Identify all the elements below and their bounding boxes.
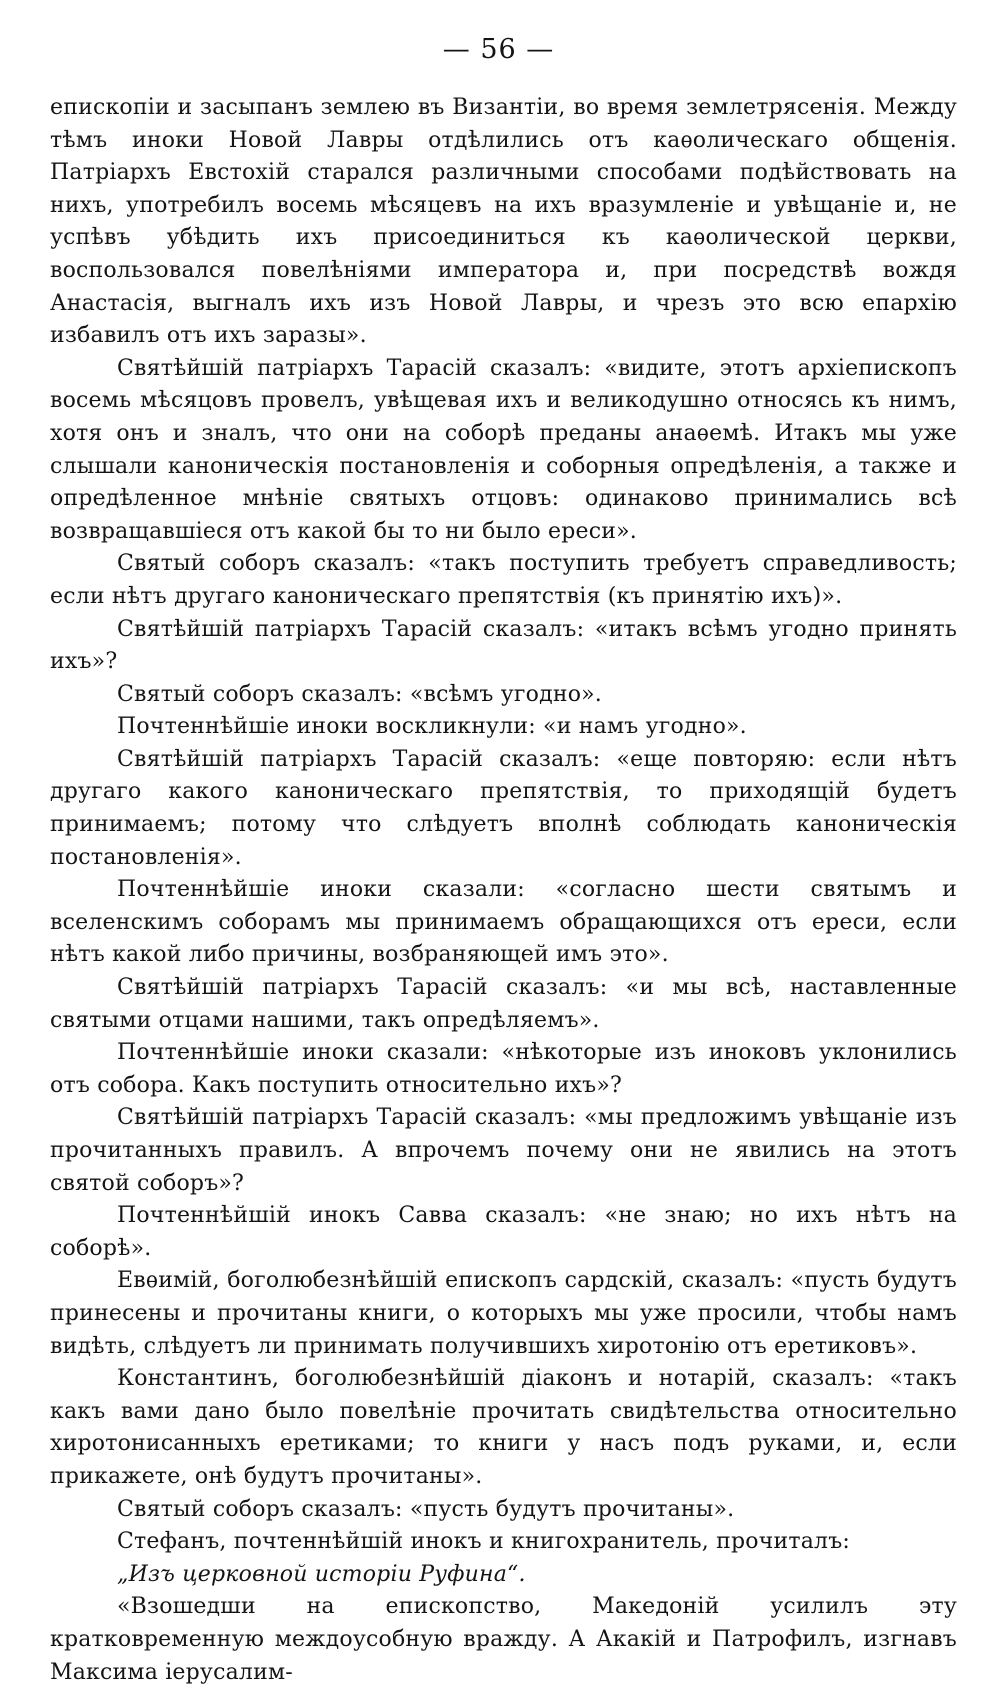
paragraph: Евѳимій, боголюбезнѣйшій епископъ сардскій, сказалъ: «пусть будутъ принесены и прочитаны книги, о которыхъ мы уже просили, чтобы намъ видѣть, слѣдуетъ ли принимать получившихъ хиротонію отъ еретиковъ». — [50, 1268, 957, 1359]
paragraph: епископіи и засыпанъ землею въ Византіи, во время землетрясенія. Между тѣмъ иноки Новой Лавры отдѣлились отъ каѳолическаго общенія. Патріархъ Евстохій старался различными способами подѣйствовать на нихъ, употребилъ восемь мѣсяцевъ на ихъ вразумленіе и увѣщаніе и, не успѣвъ убѣдить ихъ присоединиться къ каѳолической церкви, воспользовался повелѣніями императора и, при посредствѣ вождя Анастасія, выгналъ ихъ изъ Новой Лавры, и чрезъ это всю епархію избавилъ отъ ихъ заразы». — [50, 95, 957, 349]
paragraph: Почтеннѣйшіе иноки сказали: «нѣкоторые изъ иноковъ уклонились отъ собора. Какъ поступить относительно ихъ»? — [50, 1040, 957, 1098]
paragraph: Святѣйшій патріархъ Тарасій сказалъ: «видите, этотъ архіепископъ восемь мѣсяцовъ провелъ, увѣщевая ихъ и великодушно относясь къ нимъ, хотя онъ и зналъ, что они на соборѣ преданы анаѳемѣ. Итакъ мы уже слышали каноническія постановленія и соборныя опредѣленія, а также и опредѣленное мнѣніе святыхъ отцовъ: одинаково принимались всѣ возвращавшіеся отъ какой бы то ни было ереси». — [50, 355, 957, 544]
paragraph: Святый соборъ сказалъ: «такъ поступить требуетъ справедливость; если нѣтъ другаго каноническаго препятствія (къ принятію ихъ)». — [50, 551, 957, 609]
paragraph: Святый соборъ сказалъ: «пусть будутъ прочитаны». — [117, 1496, 735, 1522]
book-page — [50, 30, 957, 1689]
paragraph: Святѣйшій патріархъ Тарасій сказалъ: «и мы всѣ, наставленные святыми отцами нашими, такъ опредѣляемъ». — [50, 975, 957, 1033]
paragraph: Стефанъ, почтеннѣйшій инокъ и книгохранитель, прочиталъ: — [117, 1529, 850, 1555]
paragraph: Почтеннѣйшіе иноки воскликнули: «и намъ угодно». — [117, 714, 747, 740]
paragraph: Святый соборъ сказалъ: «всѣмъ угодно». — [117, 681, 603, 707]
page-body — [50, 92, 957, 1689]
paragraph: Святѣйшій патріархъ Тарасій сказалъ: «мы предложимъ увѣщаніе изъ прочитанныхъ правилъ. А впрочемъ почему они не явились на этотъ святой соборъ»? — [50, 1105, 957, 1196]
paragraph: Почтеннѣйшіе иноки сказали: «согласно шести святымъ и вселенскимъ соборамъ мы принимаемъ обращающихся отъ ереси, если нѣтъ какой либо причины, возбраняющей имъ это». — [50, 877, 957, 968]
paragraph: «Взошедши на епископство, Македоній усилилъ эту кратковременную междоусобную вражду. А Акакій и Патрофилъ, изгнавъ Максима іерусалим- — [50, 1594, 957, 1685]
paragraph: Константинъ, боголюбезнѣйшій діаконъ и нотарій, сказалъ: «такъ какъ вами дано было повелѣніе прочитать свидѣтельства относительно хиротонисанныхъ еретиками; то книги у насъ подъ руками, и, если прикажете, онѣ будутъ прочитаны». — [50, 1366, 957, 1489]
page-number: — 56 — — [442, 34, 555, 65]
paragraph: Почтеннѣйшій инокъ Савва сказалъ: «не знаю; но ихъ нѣтъ на соборѣ». — [50, 1203, 957, 1261]
paragraph: Святѣйшій патріархъ Тарасій сказалъ: «итакъ всѣмъ угодно принять ихъ»? — [50, 616, 957, 675]
paragraph: Святѣйшій патріархъ Тарасій сказалъ: «еще повторяю: если нѣтъ другаго какого каноническаго препятствія, то приходящій будетъ принимаемъ; потому что слѣдуетъ вполнѣ соблюдать каноническія постановленія». — [50, 746, 957, 870]
source-heading: „Изъ церковной исторіи Руфина“. — [117, 1561, 526, 1587]
